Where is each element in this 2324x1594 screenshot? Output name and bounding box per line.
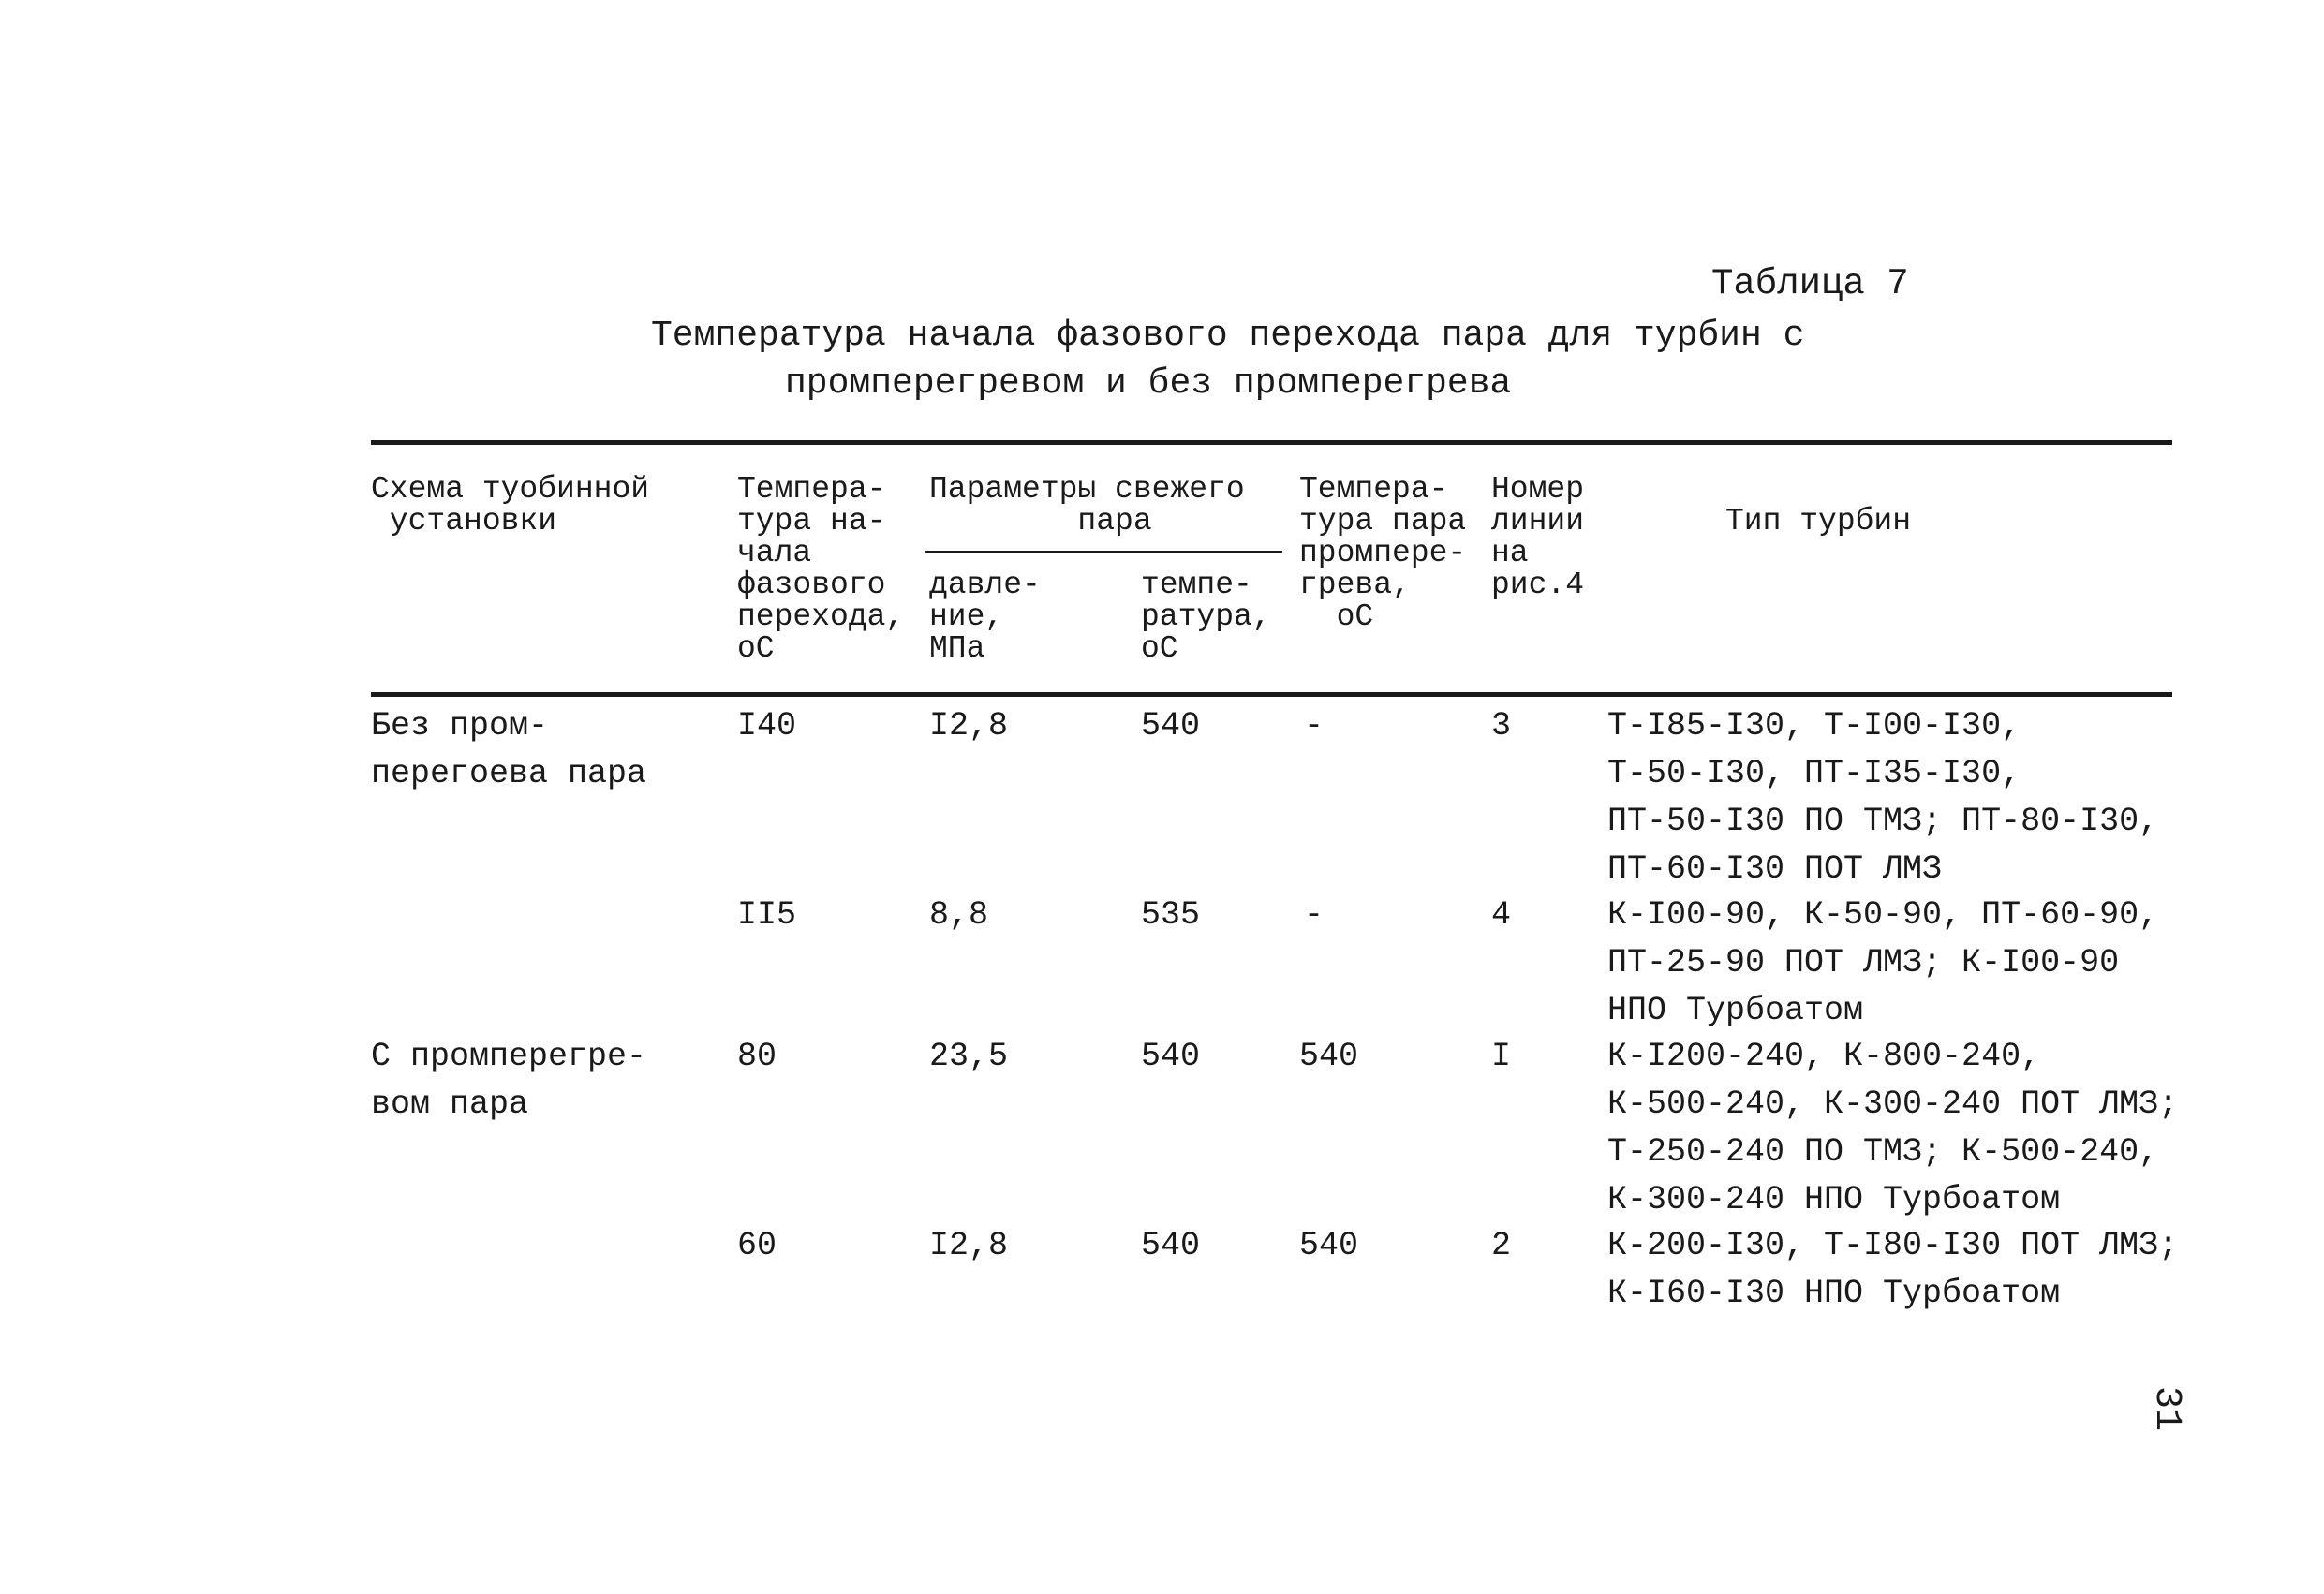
- row-2-line-number: 4: [1491, 896, 1512, 934]
- header-reheat-temp: Темпера- тура пара промпере- грева, оС: [1299, 472, 1467, 634]
- header-pressure: давле- ние, МПа: [929, 568, 1041, 666]
- row-1-phase-temp: I40: [737, 707, 797, 745]
- page-number: 31: [2145, 1386, 2187, 1432]
- table-title-line-2: промперегревом и без промперегрева: [785, 363, 1512, 404]
- row-2-turbine-type: К-I00-90, К-50-90, ПТ-60-90, ПТ-25-90 ПОТ ЛМЗ; К-I00-90 НПО Турбоатом: [1607, 896, 2159, 1029]
- row-4-line-number: 2: [1491, 1227, 1512, 1264]
- row-3-turbine-type: К-I200-240, К-800-240, К-500-240, К-300-240 ПОТ ЛМЗ; Т-250-240 ПО ТМЗ; К-500-240, К-300-240 НПО Турбоатом: [1607, 1038, 2179, 1218]
- row-3-phase-temp: 80: [737, 1038, 777, 1075]
- row-2-reheat-temp: -: [1304, 896, 1325, 934]
- row-1-line-number: 3: [1491, 707, 1512, 745]
- row-1-turbine-type: Т-I85-I30, Т-I00-I30, Т-50-I30, ПТ-I35-I30, ПТ-50-I30 ПО ТМЗ; ПТ-80-I30, ПТ-60-I30 ПОТ ЛМЗ: [1607, 707, 2159, 888]
- row-3-pressure: 23,5: [929, 1038, 1009, 1075]
- header-fresh-steam: Параметры свежего пара: [929, 472, 1245, 539]
- header-phase-temp: Темпера- тура на- чала фазового перехода, оС: [737, 472, 905, 666]
- row-4-reheat-temp: 540: [1299, 1227, 1359, 1264]
- row-4-phase-temp: 60: [737, 1227, 777, 1264]
- header-turbine-type: Тип турбин: [1725, 504, 1912, 539]
- row-4-pressure: I2,8: [929, 1227, 1009, 1264]
- row-3-scheme: С промперегре- вом пара: [371, 1038, 647, 1123]
- row-3-reheat-temp: 540: [1299, 1038, 1359, 1075]
- table-number: Таблица 7: [1711, 263, 1909, 304]
- row-4-temperature: 540: [1141, 1227, 1201, 1264]
- table-title-line-1: Температура начала фазового перехода пара для турбин с: [651, 316, 1805, 356]
- row-1-scheme: Без пром- перегоева пара: [371, 707, 647, 792]
- row-3-temperature: 540: [1141, 1038, 1201, 1075]
- row-4-turbine-type: К-200-I30, Т-I80-I30 ПОТ ЛМЗ; К-I60-I30 НПО Турбоатом: [1607, 1227, 2179, 1312]
- row-3-line-number: I: [1491, 1038, 1512, 1075]
- header-scheme: Схема туобинной установки: [371, 472, 650, 539]
- header-bottom-rule: [371, 692, 2172, 697]
- header-temperature: темпе- ратура, оС: [1141, 568, 1271, 666]
- table-top-rule: [371, 440, 2172, 445]
- row-2-temperature: 535: [1141, 896, 1201, 934]
- fresh-steam-divider: [925, 551, 1282, 553]
- row-2-phase-temp: II5: [737, 896, 797, 934]
- header-line-number: Номер линии на рис.4: [1491, 472, 1585, 602]
- row-1-pressure: I2,8: [929, 707, 1009, 745]
- row-1-temperature: 540: [1141, 707, 1201, 745]
- row-2-pressure: 8,8: [929, 896, 989, 934]
- row-1-reheat-temp: -: [1304, 707, 1325, 745]
